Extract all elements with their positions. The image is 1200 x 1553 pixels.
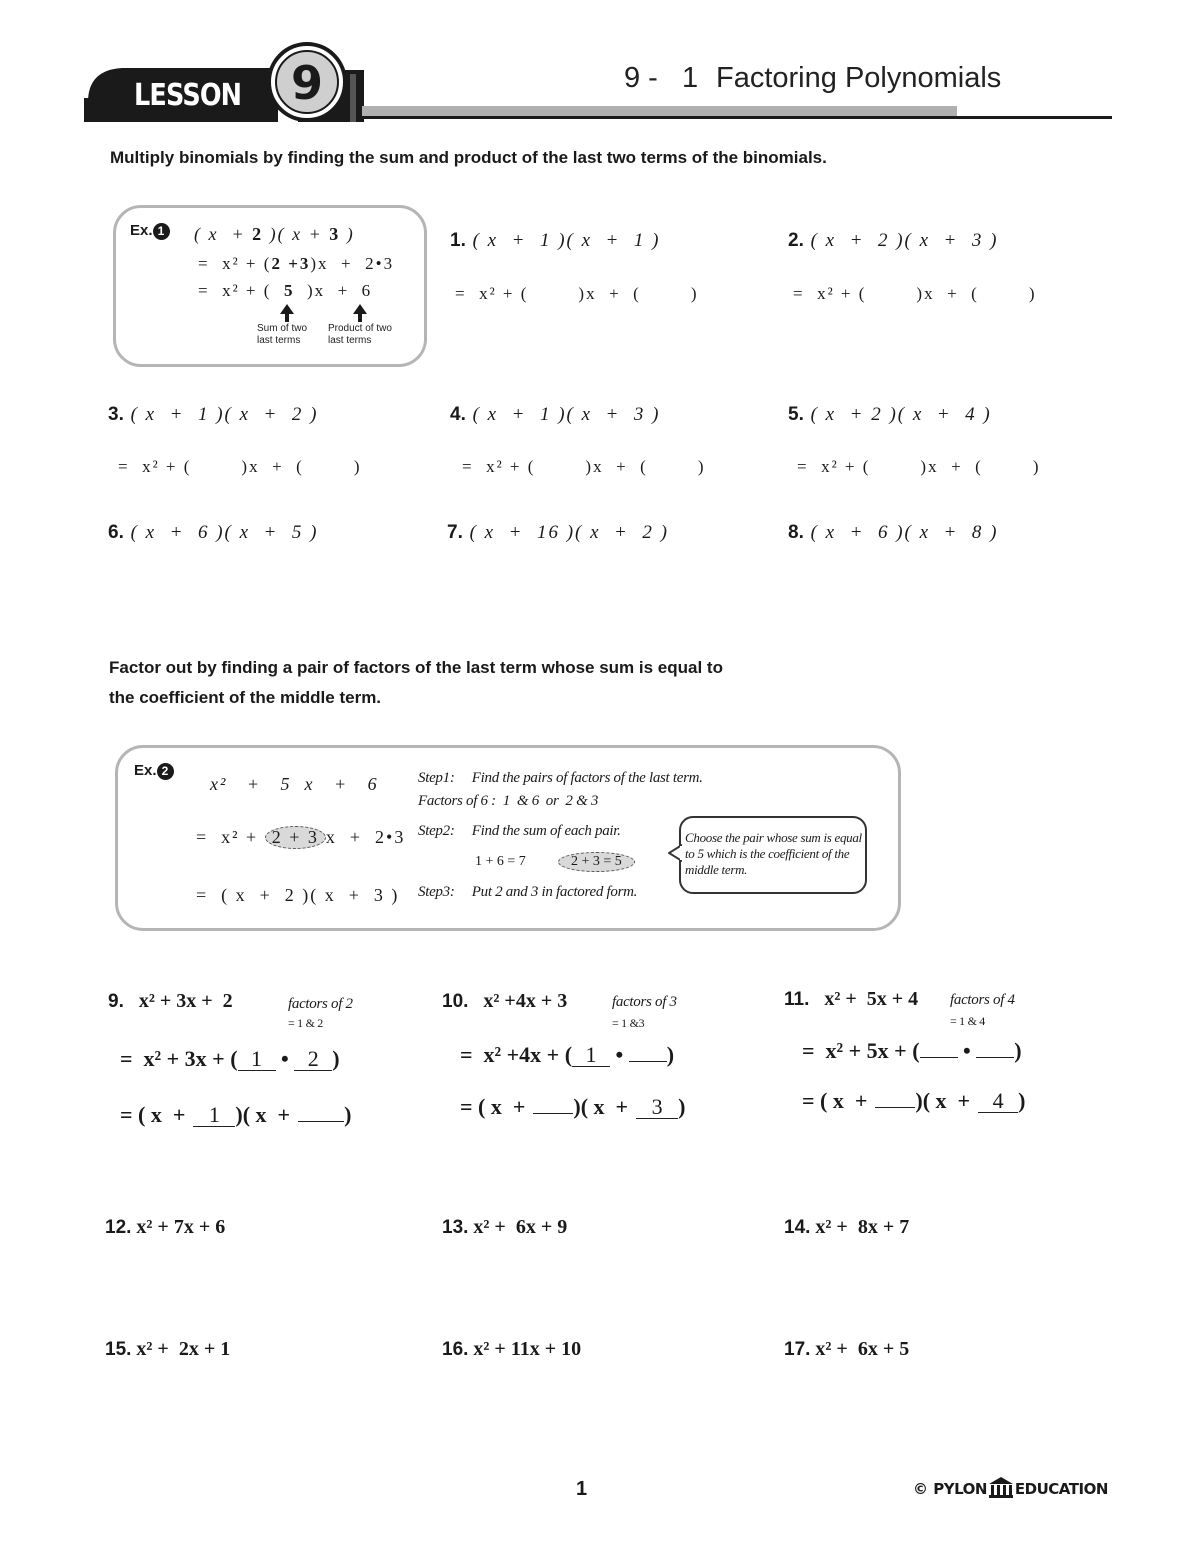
answer-blank[interactable] bbox=[875, 1107, 915, 1108]
problem-3-work: = x² + ( )x + ( ) bbox=[118, 457, 362, 476]
answer-blank[interactable]: 4 bbox=[978, 1090, 1018, 1113]
example-1-badge: 1 bbox=[153, 223, 170, 240]
dot: • bbox=[963, 1038, 971, 1063]
ex1-line1-a: ( x + bbox=[194, 224, 253, 244]
answer-blank[interactable] bbox=[298, 1121, 344, 1122]
sum-pair-1: 1 + 6 = 7 bbox=[475, 854, 526, 869]
problem-9-expr bbox=[108, 990, 233, 1013]
problem-expr: x² + 3x + 2 bbox=[138, 990, 233, 1012]
problem-13 bbox=[442, 1216, 567, 1239]
problem-expr: ( x + 16 )( x + 2 ) bbox=[469, 522, 669, 543]
problem-9 bbox=[108, 990, 428, 1150]
ex2-eq2-a: = x² + bbox=[196, 827, 265, 847]
problem-number: 3. bbox=[108, 404, 124, 425]
problem-8 bbox=[788, 522, 998, 544]
line3-mid: )( x + bbox=[915, 1088, 971, 1113]
problem-expr: x² + 7x + 6 bbox=[136, 1216, 226, 1238]
problem-number: 14. bbox=[784, 1217, 811, 1238]
problem-number: 1. bbox=[450, 230, 466, 251]
arrow-up-icon bbox=[279, 304, 295, 322]
lesson-number: 9 bbox=[290, 56, 323, 110]
line3-mid: )( x + bbox=[573, 1094, 629, 1119]
problem-11-line3 bbox=[802, 1088, 1025, 1114]
problem-number: 12. bbox=[105, 1217, 132, 1238]
note-sum-of-last-terms: Sum of two last terms bbox=[257, 323, 308, 346]
factors-value: = 1 &3 bbox=[612, 1016, 645, 1030]
factors-label: factors of 4 bbox=[950, 992, 1015, 1008]
ex2-sum-oval: 2 + 3 bbox=[265, 826, 326, 849]
part1-instruction: Multiply binomials by finding the sum and product of the last two terms of the binomials. bbox=[110, 148, 827, 167]
problem-1 bbox=[450, 230, 660, 252]
problem-expr: ( x + 2 )( x + 3 ) bbox=[810, 230, 999, 251]
problem-number: 10. bbox=[442, 991, 469, 1012]
problem-number: 15. bbox=[105, 1339, 132, 1360]
problem-2 bbox=[788, 230, 998, 252]
ex1-line2-b: 2 +3 bbox=[271, 254, 311, 273]
problem-expr: ( x + 6 )( x + 8 ) bbox=[810, 522, 999, 543]
problem-number: 11. bbox=[784, 989, 810, 1010]
problem-number: 9. bbox=[108, 991, 124, 1012]
lesson-label: LESSON bbox=[134, 78, 242, 113]
ex1-line2-c: )x + 2•3 bbox=[310, 254, 395, 273]
answer-blank[interactable]: 1 bbox=[193, 1104, 235, 1127]
callout-text: Choose the pair whose sum is equal to 5 which is the coefficient of the middle term. bbox=[685, 830, 862, 877]
problem-4-work: = x² + ( )x + ( ) bbox=[462, 457, 706, 476]
dot: • bbox=[615, 1042, 624, 1067]
brand-left: PYLON bbox=[933, 1480, 987, 1498]
publisher-logo bbox=[913, 1476, 1108, 1500]
problem-10-line2 bbox=[460, 1042, 674, 1068]
problem-14 bbox=[784, 1216, 909, 1239]
problem-number: 4. bbox=[450, 404, 466, 425]
step-3: Step3: Put 2 and 3 in factored form. bbox=[418, 884, 638, 900]
line3-text: = ( x + bbox=[460, 1094, 526, 1119]
problem-number: 16. bbox=[442, 1339, 469, 1360]
ex1-line2-a: = x² + ( bbox=[198, 254, 272, 273]
problem-2-work: = x² + ( )x + ( ) bbox=[793, 284, 1037, 303]
ex1-line3-b: 5 bbox=[283, 281, 295, 300]
page-title: Factoring Polynomials bbox=[716, 62, 1002, 94]
brand-right: EDUCATION bbox=[1014, 1480, 1108, 1498]
problem-9-line2 bbox=[120, 1046, 340, 1072]
problem-expr: ( x + 1 )( x + 2 ) bbox=[130, 404, 319, 425]
example-2-eq2 bbox=[196, 826, 405, 849]
callout-bubble bbox=[679, 816, 867, 894]
problem-1-work: = x² + ( )x + ( ) bbox=[455, 284, 699, 303]
problem-4 bbox=[450, 404, 660, 426]
example-2-label-text: Ex. bbox=[134, 762, 157, 779]
example-1-label-text: Ex. bbox=[130, 222, 153, 239]
answer-blank[interactable]: 1 bbox=[572, 1044, 610, 1067]
problem-10 bbox=[442, 990, 762, 1150]
ex1-line3-c: )x + 6 bbox=[294, 281, 373, 300]
part2-instruction-line2: the coefficient of the middle term. bbox=[109, 688, 382, 707]
example-2-eq3: = ( x + 2 )( x + 3 ) bbox=[196, 885, 400, 905]
close-paren: ) bbox=[1014, 1038, 1022, 1063]
problem-3 bbox=[108, 404, 318, 426]
problem-expr: x² + 11x + 10 bbox=[473, 1338, 582, 1360]
arrow-up-icon bbox=[352, 304, 368, 322]
answer-blank[interactable] bbox=[629, 1061, 667, 1062]
problem-expr: ( x + 1 )( x + 3 ) bbox=[472, 404, 661, 425]
problem-6 bbox=[108, 522, 318, 544]
example-1-box bbox=[113, 205, 427, 367]
problem-17 bbox=[784, 1338, 909, 1361]
problem-11-line2 bbox=[802, 1038, 1022, 1064]
dot: • bbox=[281, 1046, 289, 1071]
problem-number: 7. bbox=[447, 522, 463, 543]
callout-tail bbox=[668, 843, 682, 863]
problem-expr: x² +4x + 3 bbox=[483, 990, 568, 1012]
column-building-icon bbox=[988, 1476, 1014, 1498]
line3-mid: )( x + bbox=[235, 1102, 291, 1127]
line3-end: ) bbox=[344, 1102, 352, 1127]
problem-expr: x² + 8x + 7 bbox=[815, 1216, 910, 1238]
example-1-label bbox=[130, 222, 170, 240]
ex1-line1-e: ) bbox=[340, 224, 355, 244]
lesson-header bbox=[82, 40, 1117, 130]
copyright-symbol: © bbox=[913, 1480, 928, 1498]
example-1-line1 bbox=[194, 224, 355, 245]
note-product-of-last-terms: Product of two last terms bbox=[328, 323, 392, 346]
answer-blank[interactable]: 3 bbox=[636, 1096, 678, 1119]
factors-of-6: Factors of 6 : 1 & 6 or 2 & 3 bbox=[418, 793, 599, 809]
problem-5-work: = x² + ( )x + ( ) bbox=[797, 457, 1041, 476]
problem-9-line3 bbox=[120, 1102, 351, 1128]
step-1: Step1: Find the pairs of factors of the last term. bbox=[418, 770, 703, 786]
ex1-line1-d: 3 bbox=[329, 224, 341, 244]
problem-10-expr bbox=[442, 990, 567, 1013]
ex2-eq2-c: x + 2•3 bbox=[325, 827, 406, 847]
problem-expr: ( x + 2 )( x + 4 ) bbox=[810, 404, 992, 425]
factors-label: factors of 3 bbox=[612, 994, 677, 1010]
problem-12 bbox=[105, 1216, 225, 1239]
answer-blank[interactable] bbox=[920, 1057, 958, 1058]
problem-expr: ( x + 1 )( x + 1 ) bbox=[472, 230, 661, 251]
problem-expr: x² + 5x + 4 bbox=[824, 988, 919, 1010]
line3-text: = ( x + bbox=[120, 1102, 186, 1127]
problem-number: 6. bbox=[108, 522, 124, 543]
ex1-line1-c: )( x + bbox=[263, 224, 330, 244]
example-2-box bbox=[115, 745, 901, 931]
problem-number: 17. bbox=[784, 1339, 811, 1360]
problem-11-expr bbox=[784, 988, 918, 1011]
example-1-line2 bbox=[198, 254, 394, 274]
problem-expr: x² + 2x + 1 bbox=[136, 1338, 231, 1360]
problem-number: 5. bbox=[788, 404, 804, 425]
ex1-line3-a: = x² + ( bbox=[198, 281, 284, 300]
example-2-label bbox=[134, 762, 174, 780]
answer-blank[interactable]: 2 bbox=[294, 1048, 332, 1071]
line2-text: = x² + 5x + ( bbox=[802, 1038, 920, 1063]
example-2-badge: 2 bbox=[157, 763, 174, 780]
problem-number: 8. bbox=[788, 522, 804, 543]
problem-15 bbox=[105, 1338, 230, 1361]
answer-blank[interactable] bbox=[976, 1057, 1014, 1058]
problem-number: 13. bbox=[442, 1217, 469, 1238]
problem-expr: x² + 6x + 5 bbox=[815, 1338, 910, 1360]
factors-value: = 1 & 2 bbox=[288, 1016, 324, 1030]
page-number: 1 bbox=[576, 1478, 588, 1500]
close-paren: ) bbox=[666, 1042, 675, 1067]
problem-11 bbox=[784, 988, 1104, 1148]
sum-pair-2-oval: 2 + 3 = 5 bbox=[558, 852, 635, 872]
problem-expr: x² + 6x + 9 bbox=[473, 1216, 568, 1238]
factors-label: factors of 2 bbox=[288, 996, 353, 1012]
close-paren: ) bbox=[332, 1046, 340, 1071]
line2-text: = x² + 3x + ( bbox=[120, 1046, 238, 1071]
problem-10-line3 bbox=[460, 1094, 685, 1120]
line3-text: = ( x + bbox=[802, 1088, 868, 1113]
problem-7 bbox=[447, 522, 669, 544]
answer-blank[interactable]: 1 bbox=[238, 1048, 276, 1071]
problem-number: 2. bbox=[788, 230, 804, 251]
answer-blank[interactable] bbox=[533, 1113, 573, 1114]
step-2: Step2: Find the sum of each pair. bbox=[418, 823, 621, 839]
factors-value: = 1 & 4 bbox=[950, 1014, 986, 1028]
line3-end: ) bbox=[1018, 1088, 1026, 1113]
part2-instruction-line1: Factor out by finding a pair of factors of the last term whose sum is equal to bbox=[109, 658, 723, 677]
problem-expr: ( x + 6 )( x + 5 ) bbox=[130, 522, 319, 543]
header-rule-dark bbox=[362, 116, 1112, 119]
problem-5 bbox=[788, 404, 992, 426]
ex1-line1-b: 2 bbox=[252, 224, 264, 244]
section-number: 9 - 1 bbox=[624, 62, 699, 94]
example-1-line3 bbox=[198, 281, 372, 301]
example-2-eq1: x² + 5 x + 6 bbox=[210, 774, 379, 794]
problem-16 bbox=[442, 1338, 581, 1361]
line2-text: = x² +4x + ( bbox=[460, 1042, 573, 1067]
line3-end: ) bbox=[678, 1094, 686, 1119]
